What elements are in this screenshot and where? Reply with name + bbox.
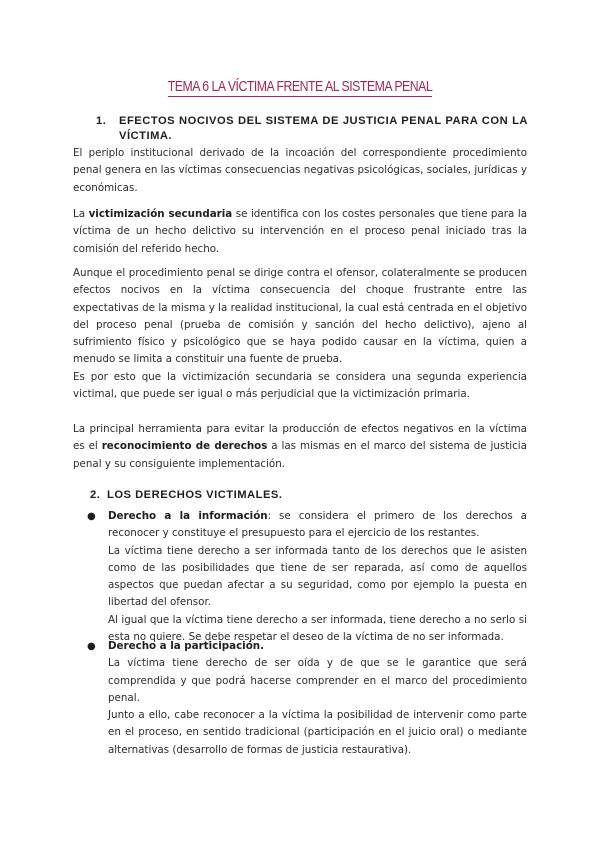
section-heading-text: EFECTOS NOCIVOS DEL SISTEMA DE JUSTICIA PENAL PARA CON LA VÍCTIMA. (119, 115, 528, 142)
paragraph-3: Aunque el procedimiento penal se dirige contra el ofensor, colateralmente se producen efectos nocivos en la víctima consecuencia del choque frustrante entre las expectativas de la misma y la realidad institucional, la cual está centrada en el objetivo del proceso penal (prueba de comisión y sanción del hecho delictivo), ajeno al sufrimiento físico y psicológico que se haya podido causar en la víctima, quien a menudo se limita a constituir una fuente de prueba. (73, 267, 527, 366)
paragraph-text: La principal herramienta para evitar la producción de efectos negativos en la víctima es el (73, 423, 527, 453)
bold-term: victimización secundaria (88, 208, 233, 220)
bullet-paragraph: La víctima tiene derecho de ser oída y de que se le garantice que será comprendida y que podrá hacerse comprender en el marco del procedimiento penal. (108, 657, 527, 704)
bullet-icon: ● (87, 511, 96, 522)
bullet-paragraph: La víctima tiene derecho a ser informada tanto de los derechos que le asisten como de las posibilidades que tiene de ser reparada, así como de aquellos aspectos que puedan afectar a su seguridad, como por ejemplo la puesta en libertad del ofensor. (108, 544, 527, 609)
bullet-intro (108, 638, 527, 655)
bullet-icon: ● (87, 641, 96, 652)
paragraph-4: Es por esto que la victimización secundaria se considera una segunda experiencia victimal, que puede ser igual o más perjudicial que la victimización primaria. (73, 371, 527, 401)
title-text: TEMA 6 LA VÍCTIMA FRENTE AL SISTEMA PENAL (167, 78, 433, 95)
list-item-derecho-informacion (89, 508, 527, 646)
bullet-paragraph: Al igual que la víctima tiene derecho a ser informada, tiene derecho a no serlo si esta no quiere. Se debe respetar el deseo de la víctima de no ser informada. (108, 613, 527, 644)
paragraph-text: a las mismas en el marco del sistema de justicia penal y su consiguiente implementación. (73, 440, 527, 470)
page-title (54, 78, 546, 95)
bullet-intro (108, 508, 527, 543)
bullet-label: Derecho a la información (108, 510, 268, 522)
section-number: 2. (90, 489, 101, 501)
paragraph-text: La (73, 208, 89, 220)
section-heading-2 (90, 488, 390, 503)
paragraph-text: se identifica con los costes personales que tiene para la víctima de un hecho delictivo su intervención en el proceso penal iniciado tras la comisión del referido hecho. (73, 208, 527, 255)
paragraph-2 (73, 206, 527, 258)
bullet-text: : se considera el primero de los derechos a reconocer y constituye el presupuesto para el ejercicio de los restantes. (108, 510, 527, 540)
section-number: 1. (96, 115, 107, 127)
bold-term: reconocimiento de derechos (101, 440, 268, 453)
list-item-derecho-participacion (89, 638, 527, 759)
section-heading-1 (96, 114, 528, 144)
bullet-label: Derecho a la participación. (108, 640, 265, 652)
section-heading-text: LOS DERECHOS VICTIMALES. (107, 489, 283, 501)
bullet-paragraph: Junto a ello, cabe reconocer a la víctima la posibilidad de intervenir como parte en el proceso, en sentido tradicional (participación en el juicio oral) o mediante alternativas (desarrollo de formas de justicia restaurativa). (108, 709, 527, 756)
paragraph-5 (73, 421, 527, 473)
paragraph-1: El periplo institucional derivado de la incoación del correspondiente procedimiento penal genera en las víctimas consecuencias negativas psicológicas, sociales, jurídicas y económicas. (73, 147, 527, 194)
